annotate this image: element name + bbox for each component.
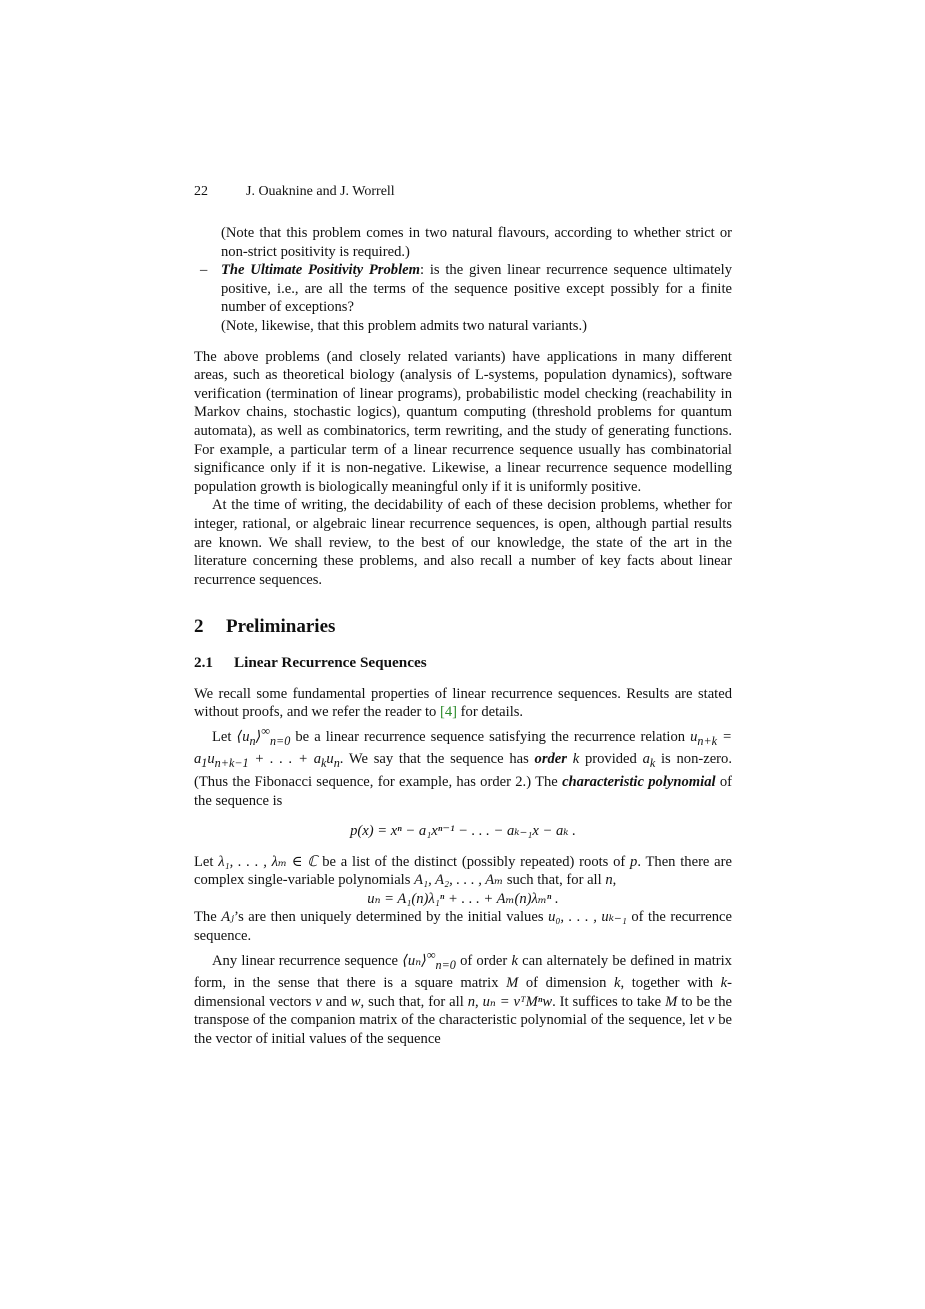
note-strict-positivity: (Note that this problem comes in two natural flavours, according to whether strict or non-strict positivity is required.) [221, 225, 732, 260]
text: . We say that the sequence has [339, 751, 535, 768]
text: We recall some fundamental properties of linear recurrence sequences. Results are stated without proofs, and we refer the reader to [194, 685, 732, 721]
section-heading [194, 615, 732, 639]
paragraph-decidability: At the time of writing, the decidability of each of these decision problems, whether for integer, rational, or algebraic linear recurrence sequences, is open, although partial results are known. We shall review, to the best of our knowledge, the state of the art in the literature concerning these problems, and also recall a number of key facts about linear recurrence sequences. [194, 497, 732, 588]
math-roots: λ₁, . . . , λₘ ∈ ℂ [218, 853, 318, 870]
subsection-heading [194, 654, 732, 673]
text: of the sequence is [194, 773, 732, 809]
term-order: order [534, 751, 567, 768]
math-sequence: $⟨u_n⟩^\infty_{n=0}$ [236, 724, 291, 748]
paragraph-recall [194, 685, 732, 722]
math-sequence: $⟨u_n⟩^\infty_{n=0}$ [402, 947, 456, 972]
page-number: 22 [194, 184, 208, 199]
term-ultimate-positivity: The Ultimate Positivity Problem [221, 262, 420, 279]
item-note: (Note, likewise, that this problem admits two natural variants.) [221, 317, 587, 334]
paragraph-roots: Let λ₁, . . . , λₘ ∈ ℂ be a list of the distinct (possibly repeated) roots of p. Then there are complex single-variable polynomials A₁, A₂, . . . , Aₘ such that, for all n, [194, 853, 732, 889]
item-text: : is the given linear recurrence sequence ultimately positive, i.e., are all the terms of the sequence positive except possibly for a finite number of exceptions? [221, 262, 732, 316]
list-dash: – [200, 262, 208, 279]
equation-characteristic-polynomial: p(x) = xⁿ − a₁xⁿ⁻¹ − . . . − aₖ₋₁x − aₖ . [350, 823, 576, 840]
text: is non-zero. (Thus the Fibonacci sequence, for example, has order 2.) The [194, 751, 732, 790]
citation-link[interactable]: [4] [439, 704, 458, 721]
math-recurrence: $u_{n+k} = a_1u_{n+k-1}$ + . . . + $a_ku_n$ [194, 728, 732, 771]
paragraph-matrix-form: Any linear recurrence sequence $⟨u_n⟩^\infty_{n=0}$ of order k can alternately be defined in matrix form, in the sense that there is a square matrix M of dimension k, together with k-dimensional vectors v and w, such that, for all n, uₙ = vᵀMⁿw. It suffices to take M to be the transpose of the companion matrix of the characteristic polynomial of the sequence, let v be the vector of initial values of the sequence [194, 947, 733, 1047]
text: be a linear recurrence sequence satisfying the recurrence relation [290, 728, 691, 745]
paragraph-applications: The above problems (and closely related variants) have applications in many different areas, such as theoretical biology (analysis of L-systems, population dynamics), software verification (termination of linear programs), probabilistic model checking (reachability in Markov chains, stochastic logics), quantum computing (threshold problems for quantum automata), as well as combinatorics, term rewriting, and the study of generating functions. For example, a particular term of a linear recurrence sequence usually has combinatorial significance only if it is non-negative. Likewise, a linear recurrence sequence modelling population growth is biologically meaningful only if it is uniformly positive. [194, 348, 732, 495]
section-number: 2 [194, 616, 204, 638]
subsection-number: 2.1 [194, 654, 213, 672]
math-ak: $a_k$ [642, 751, 656, 771]
text: provided [579, 751, 643, 768]
text: Let [212, 728, 237, 745]
math-polynomials: A₁, A₂, . . . , Aₘ [414, 872, 504, 889]
subsection-title: Linear Recurrence Sequences [234, 654, 427, 672]
paragraph-definition: Let $⟨u_n⟩^\infty_{n=0}$ be a linear recurrence sequence satisfying the recurrence relation $u_{n+k} = a_1u_{n+k-1}$ + . . . + $a_ku_n$. We say that the sequence has order k provided $a_k$ is non-zero. (Thus the Fibonacci sequence, for example, has order 2.) The characteristic polynomial of the sequence is [194, 724, 732, 809]
term-characteristic-polynomial: characteristic polynomial [562, 773, 716, 790]
running-header [194, 184, 395, 200]
page-body [194, 224, 732, 1048]
list-item-ultimate-positivity [200, 261, 732, 335]
section-title: Preliminaries [226, 616, 336, 638]
paragraph-uniqueness: The Aⱼ’s are then uniquely determined by the initial values u₀, . . . , uₖ₋₁ of the recurrence sequence. [194, 909, 732, 945]
equation-closed-form: uₙ = A₁(n)λ₁ⁿ + . . . + Aₘ(n)λₘⁿ . [367, 890, 559, 907]
math-matrix-form: uₙ = vᵀMⁿw [482, 993, 553, 1010]
header-authors: J. Ouaknine and J. Worrell [246, 184, 395, 199]
text: for details. [457, 704, 524, 721]
